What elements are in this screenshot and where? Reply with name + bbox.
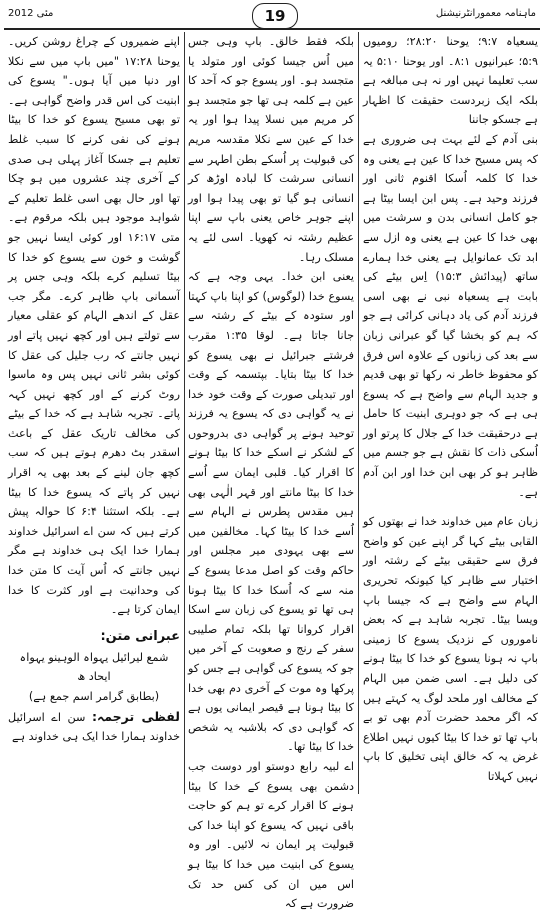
literal-translation <box>8 707 180 747</box>
hebrew-transliteration: شمع لیرائیل یہواہ الوہینو یہواہ ایحاد ھ <box>19 650 169 684</box>
column-middle <box>188 32 354 911</box>
paragraph: یعنی ابن خدا۔ یہی وجہ ہے کہ یسوع خدا (لوگوس) کو اپنا باپ کہتا اور ستودہ کے بیٹے کے رشتہ سے جانا جاتا ہے۔ لوقا ۱:۳۵ مقرب فرشتے جبرائیل نے بھی یسوع کو خدا کا بیٹا بتایا۔ بپتسمہ کے وقت اور تبدیلی صورت کے وقت خود خدا نے یہ گواہی دی کہ یسوع یہ فرزند توحید ہونے پر گواہی دی بدروحوں کے لشکر نے اسکے خدا کا بیٹا ہونے کا اقرار کیا۔ قلبی ایمان سے اُسے خدا کا بیٹا مانتے اور قہر الٰہی بھی ہیں مقدس پطرس نے الہام سے اُسے خدا کا بیٹا کہا۔ مخالفین میں سے بھی یہودی میر مجلس اور حاکم وقت کو اصل مدعا یسوع کے منہ سے کہ اُسکا خدا کا بیٹا ہونا ہی تھا تو یسوع کی زبان سے اسکا اقرار کروانا تھا بلکہ تمام صلیبی سفر کے رنج و صعوبت کے آخر میں جو کہ یسوع کی گواہی ہے جس کو پرکھا وہ موت کے آخری دم بھی خدا کا بیٹا ہونا ہے قیصر ایمانی یوں ہے کہ گواہی دی کہ بلاشبہ یہ شخص خدا کا بیٹا تھا۔ <box>188 270 354 754</box>
translation-text: سن اے اسرائیل خداوند ہمارا خدا ایک ہی خداوند ہے <box>8 710 180 744</box>
paragraph: بلکہ فقط خالق۔ باپ وہی جس میں اُس جیسا کوئی اور متولد یا متجسد ہو۔ اور یسوع جو کہ آحد کا عین ہے کلمہ ہی تھا جو متجسد ہو کر مریم میں نسلا پیدا ہوا اور یہ خدا کے عین سے نکلا مقدسہ مریم کی قبولیت پر اُسکے بطن اطہر سے انسانی سرشت کا لبادہ اوڑھ کر انسانی ہو گیا تو بھی پیدا ہوا اور اپنے جوہر خاص یعنی باپ سے اپنا عظیم رشتہ نہ کھویا۔ اسی لئے یہ مسلک رہا۔ <box>188 35 354 264</box>
translation-label: لفظی ترجمہ: <box>91 708 180 724</box>
paragraph: اپنے ضمیروں کے چراغ روشن کریں۔ یوحنا ۱۷:۲۸ "میں باپ میں سے نکلا اور دنیا میں آیا ہوں۔" یسوع کی ابنیت کی اس قدر واضح گواہی ہے۔ تو بھی مسیح یسوع کو خدا کا بیٹا ہونے کی نفی کرنے کا سبب غلط تعلیم ہے جسکا آغاز پہلی ہی صدی کے آخری چند عشروں میں ہو چکا تھا اور حال بھی اسی غلط تعلیم کے شواہد موجود ہیں بلکہ مرقوم ہے۔ متی ۱۶:۱۷ اور کوئی ایسا نہیں جو گوشت و خون سے یسوع کو خدا کا بیٹا تسلیم کرے بلکہ وہی جس پر آسمانی باپ ظاہر کرے۔ مگر جب عقل کے اندھے الہام کو عقلی معیار سے تولتے ہیں اور کچھ نہیں پاتے اور نہیں جانتے کہ رب جلیل کی عقل کا کوئی بشر ثانی نہیں پس وہ ماسوا روٹ کرنے کے اور کچھ نہیں کہہ پاتے۔ تجربہ شاہد ہے کہ خدا کے بیٹے کی مخالف تاریک عقل کے باعث اسقدر بٹ دھرم ہوتے ہیں کہ سب کچھ جان لینے کے بعد بھی یہ اقرار نہیں کر پاتے کہ یسوع خدا کا بیٹا ہے۔ بلکہ استثنا ۶:۴ کا حوالہ پیش کرتے ہیں کہ سن اے اسرائیل خداوند ہمارا خدا ایک ہی خداوند ہے مگر نہیں جانتے کہ اُس آیت کا متن خدا کی وحدانیت ہے اور کثرت کا خدا ایمان کرتا ہے۔ <box>8 35 180 617</box>
column-divider <box>184 32 185 794</box>
column-divider <box>358 32 359 794</box>
section-heading-hebrew-text: عبرانی متن: <box>100 628 180 644</box>
issue-date: مئی 2012 <box>8 8 54 19</box>
grammar-note: (بطابق گرامر اسم جمع ہے) <box>28 690 160 703</box>
magazine-title: ماہنامہ معمورانٹرنیشنل <box>435 8 536 19</box>
page-header <box>4 2 540 30</box>
paragraph: یسعیاہ ۹:۷؛ یوحنا ۲۸:۲۰؛ رومیوں ۵:۹؛ عبرانیوں ۸:۱۔ اور یوحنا ۵:۱۰ یہ سب تعلیما نہیں اور نہ ہی مبالغہ ہے بلکہ ایک زبردست حقیقت کا اظہار ہے جسکو جاننا <box>363 35 539 127</box>
paragraph: زبان عام میں خداوند خدا نے بھتوں کو القابی بیٹے کہا گر اپنے عین کو واضح فرق سے حقیقی بیٹے کے رشتہ اور اختیار سے ظاہر کیا کیونکہ تحریری الہام سے واضح ہے کہ جیسا باپ ویسا بیٹا۔ تجربہ شاہد ہے کہ بعض ناموروں کے نزدیک یسوع کا زمینی باپ نہ ہونا یسوع کو خدا کا بیٹا ہونے کی دلیل ہے۔ اسی ضمن میں الہام کے مخالف اور ملحد لوگ یہ کہتے ہیں کہ اگر محمد حضرت آدم بھی تو بے باپ تھا تو خدا کا بیٹا کیوں نہیں اطلاع غرض یہ کہ خالق اپنی تخلیق کا باپ نہیں کہلاتا <box>363 515 538 783</box>
column-right <box>363 32 538 794</box>
page-number-badge: 19 <box>252 3 298 29</box>
column-left <box>8 32 180 794</box>
paragraph: اے لبیہ رابع دوستو اور دوست جب دشمن بھی یسوع کے خدا کا بیٹا ہونے کا اقرار کرے تو ہم کو حاجت باقی نہیں کہ یسوع کو اپنا خدا کی قبولیت پر ایمان نہ لائیں۔ اور وہ یسوع کی ابنیت میں خدا کا بیٹا ہو اس میں ان کی کس حد تک ضرورت ہے کہ <box>188 759 354 911</box>
paragraph: بنی آدم کے لئے بہت ہی ضروری ہے کہ پس مسیح خدا کا عین ہے یعنی وہ خدا کا کلمہ اُسکا اقنوم ثانی اور فرزند وحید ہے۔ پس ابن ایسا بیٹا ہے جو کامل انسانی بدن و سرشت میں بھی خدا کا عین ہے یعنی وہ ازل سے ابد تک عمانوایل ہے یعنی خدا ہمارے ساتھ (پیدائش ۱۵:۳) اِس بیٹے کی بابت ہے یسعیاہ نبی نے بھی اسی فرزند آدم کی یاد دہانی کرائی ہے جو کہ ہم کو بخشا گیا گو عبرانی زبان سے بعد کی زبانوں کے علاوہ اس فرق کو محفوظ خاطر نہ رکھا تو بھی قدیم و جدید الہام سے واضح ہے کہ یسوع ہی ہے کہ جو دوہری ابنیت کا حامل ہے درحقیقت خدا کے جلال کا پرتو اور اُسکی ذات کا نقش ہے جو جسم میں ظاہر ہو کر بھی ابن خدا اور ابن آدم ہے۔ <box>363 132 539 499</box>
